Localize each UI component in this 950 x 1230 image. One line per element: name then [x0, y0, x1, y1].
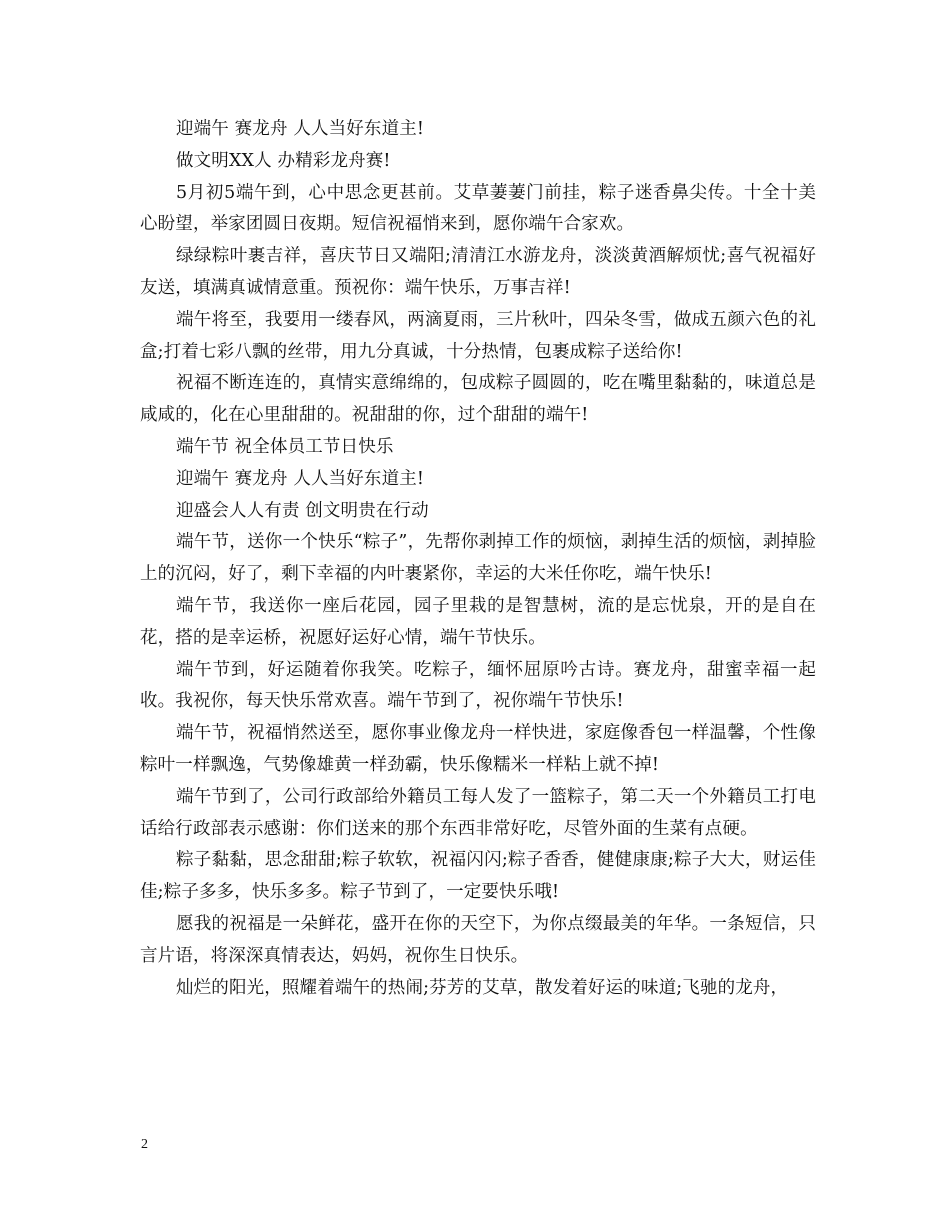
- paragraph: 灿烂的阳光，照耀着端午的热闹;芬芳的艾草，散发着好运的味道;飞驰的龙舟，: [176, 977, 789, 998]
- paragraph: 绿绿粽叶裹吉祥，喜庆节日又端阳;清清江水游龙舟，淡淡黄酒解烦忧;喜气祝福好友送，填满真诚情意重。预祝你：端午快乐，万事吉祥!: [140, 246, 816, 298]
- paragraph: 端午节到了，公司行政部给外籍员工每人发了一篮粽子，第二天一个外籍员工打电话给行政部表示感谢：你们送来的那个东西非常好吃，尽管外面的生菜有点硬。: [140, 786, 816, 839]
- paragraph: 端午将至，我要用一缕春风，两滴夏雨，三片秋叶，四朵冬雪，做成五颜六色的礼盒;打着七彩八飘的丝带，用九分真诚，十分热情，包裹成粽子送给你!: [140, 309, 816, 362]
- paragraph: 端午节，我送你一座后花园，园子里栽的是智慧树，流的是忘忧泉，开的是自在花，搭的是幸运桥，祝愿好运好心情，端午节快乐。: [140, 595, 816, 648]
- paragraph: 迎端午 赛龙舟 人人当好东道主!: [176, 468, 425, 489]
- paragraph: 端午节，送你一个快乐“粽子”，先帮你剥掉工作的烦恼，剥掉生活的烦恼，剥掉脸上的沉闷，好了，剩下幸福的内叶裹紧你，幸运的大米任你吃，端午快乐!: [140, 532, 816, 585]
- page-number: 2: [141, 1137, 148, 1152]
- paragraph: 端午节，祝福悄然送至，愿你事业像龙舟一样快进，家庭像香包一样温馨，个性像粽叶一样飘逸，气势像雄黄一样劲霸，快乐像糯米一样粘上就不掉!: [140, 723, 816, 775]
- paragraph: 迎端午 赛龙舟 人人当好东道主!: [176, 119, 425, 139]
- paragraph: 粽子黏黏，思念甜甜;粽子软软，祝福闪闪;粽子香香，健健康康;粽子大大，财运佳佳;粽子多多，快乐多多。粽子节到了，一定要快乐哦!: [140, 850, 816, 903]
- paragraph: 5月初5端午到，心中思念更甚前。艾草萋萋门前挂，粽子迷香鼻尖传。十全十美心盼望，举家团圆日夜期。短信祝福悄来到，愿你端午合家欢。: [140, 182, 816, 235]
- paragraph: 端午节 祝全体员工节日快乐: [176, 436, 394, 457]
- paragraph: 愿我的祝福是一朵鲜花，盛开在你的天空下，为你点缀最美的年华。一条短信，只言片语，将深深真情表达，妈妈，祝你生日快乐。: [140, 913, 816, 966]
- paragraph: 做文明XX人 办精彩龙舟赛!: [176, 150, 391, 171]
- paragraph: 迎盛会人人有责 创文明贵在行动: [176, 500, 429, 521]
- paragraph: 端午节到，好运随着你我笑。吃粽子，缅怀屈原吟古诗。赛龙舟，甜蜜幸福一起收。我祝你，每天快乐常欢喜。端午节到了，祝你端午节快乐!: [140, 659, 816, 712]
- paragraph: 祝福不断连连的，真情实意绵绵的，包成粽子圆圆的，吃在嘴里黏黏的，味道总是咸咸的，化在心里甜甜的。祝甜甜的你，过个甜甜的端午!: [140, 373, 816, 426]
- document-body: [140, 114, 816, 1004]
